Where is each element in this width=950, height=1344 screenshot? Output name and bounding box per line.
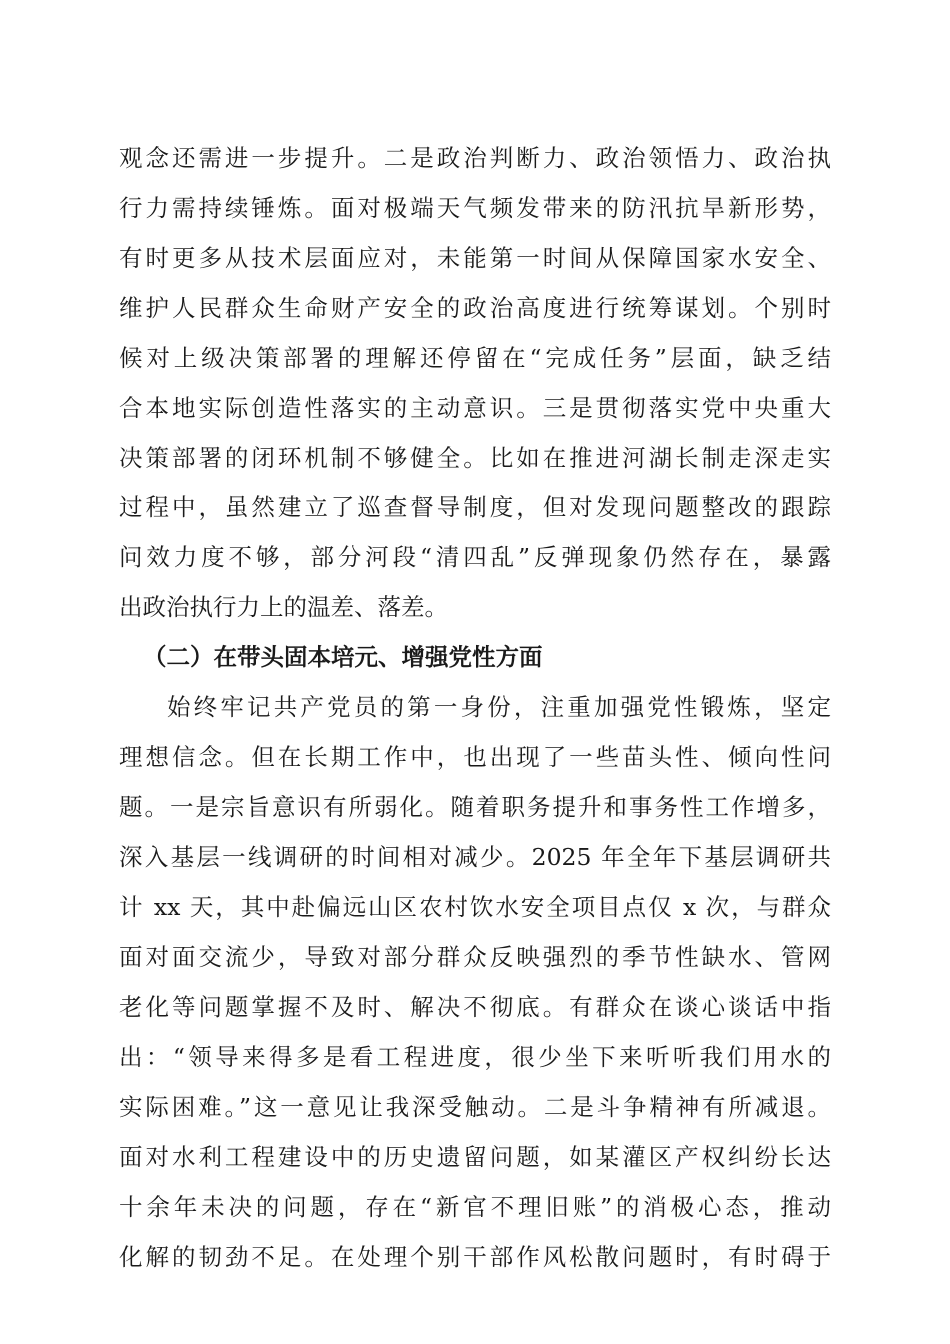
paragraph-2-line: 出：“领导来得多是看工程进度，很少坐下来听听我们用水的 <box>119 1043 831 1071</box>
paragraph-2-line: 始终牢记共产党员的第一身份，注重加强党性锻炼，坚定 <box>167 693 831 721</box>
paragraph-2-line: 计 xx 天，其中赴偏远山区农村饮水安全项目点仅 x 次，与群众 <box>119 893 831 921</box>
paragraph-2-line: 实际困难。”这一意见让我深受触动。二是斗争精神有所减退。 <box>119 1093 831 1121</box>
paragraph-2-line: 化解的韧劲不足。在处理个别干部作风松散问题时，有时碍于 <box>119 1243 831 1271</box>
paragraph-2-line: 十余年未决的问题，存在“新官不理旧账”的消极心态，推动 <box>119 1193 831 1221</box>
paragraph-2-line: 老化等问题掌握不及时、解决不彻底。有群众在谈心谈话中指 <box>119 993 831 1021</box>
paragraph-2-line: 面对水利工程建设中的历史遗留问题，如某灌区产权纠纷长达 <box>119 1143 831 1171</box>
paragraph-1-line: 行力需持续锤炼。面对极端天气频发带来的防汛抗旱新形势， <box>119 194 831 222</box>
paragraph-1-line: 观念还需进一步提升。二是政治判断力、政治领悟力、政治执 <box>119 144 831 172</box>
paragraph-2-line: 题。一是宗旨意识有所弱化。随着职务提升和事务性工作增多， <box>119 793 831 821</box>
paragraph-1-line: 过程中，虽然建立了巡查督导制度，但对发现问题整改的跟踪 <box>119 493 831 521</box>
paragraph-1-line: 问效力度不够，部分河段“清四乱”反弹现象仍然存在，暴露 <box>119 543 831 571</box>
paragraph-1-line: 合本地实际创造性落实的主动意识。三是贯彻落实党中央重大 <box>119 394 831 422</box>
paragraph-1-line: 决策部署的闭环机制不够健全。比如在推进河湖长制走深走实 <box>119 444 831 472</box>
paragraph-1-line: 出政治执行力上的温差、落差。 <box>119 593 448 621</box>
section-heading: （二）在带头固本培元、增强党性方面 <box>143 643 543 671</box>
paragraph-2-line: 深入基层一线调研的时间相对减少。2025 年全年下基层调研共 <box>119 843 831 871</box>
paragraph-1-line: 有时更多从技术层面应对，未能第一时间从保障国家水安全、 <box>119 244 831 272</box>
paragraph-1-line: 候对上级决策部署的理解还停留在“完成任务”层面，缺乏结 <box>119 344 831 372</box>
paragraph-1-line: 维护人民群众生命财产安全的政治高度进行统筹谋划。个别时 <box>119 294 831 322</box>
paragraph-2-line: 面对面交流少，导致对部分群众反映强烈的季节性缺水、管网 <box>119 943 831 971</box>
paragraph-2-line: 理想信念。但在长期工作中，也出现了一些苗头性、倾向性问 <box>119 743 831 771</box>
